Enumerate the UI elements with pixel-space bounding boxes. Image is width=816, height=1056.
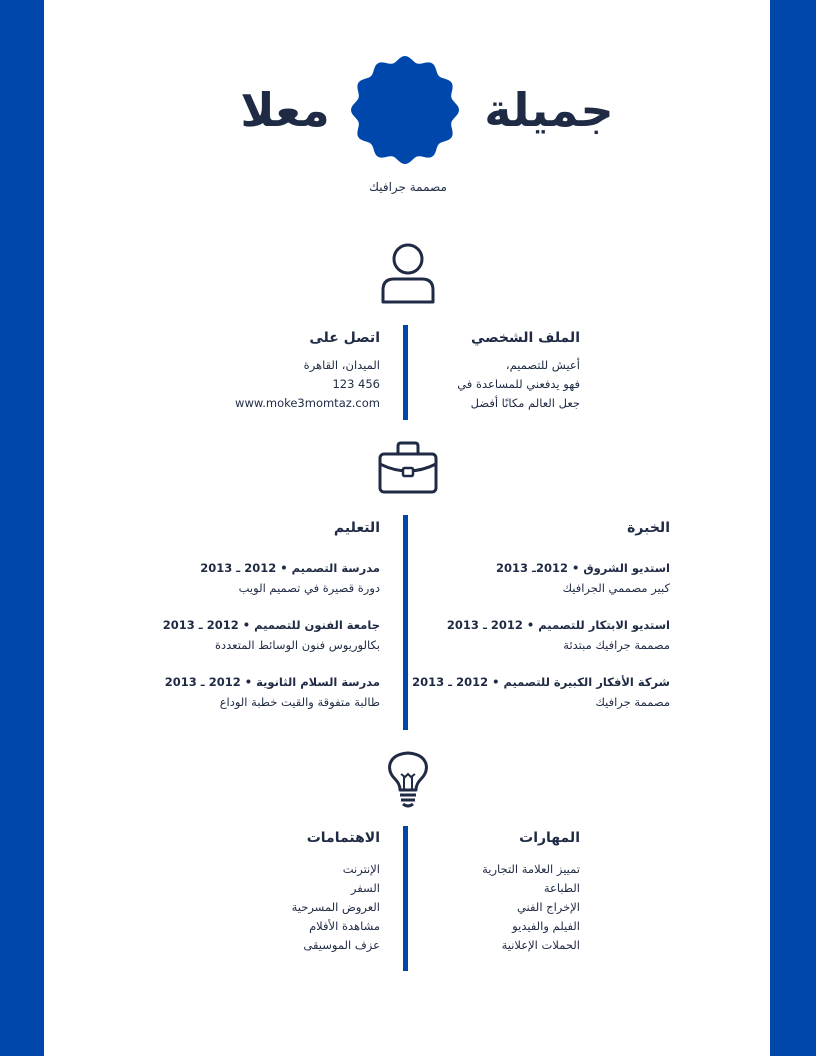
briefcase-icon [377,440,439,496]
contact-section [200,330,380,413]
interest-item: العروض المسرحية [291,900,380,914]
experience-item [420,558,670,598]
contact-address: الميدان، القاهرة [303,358,380,372]
interests-heading: الاهتمامات [306,830,380,846]
skills-heading: المهارات [519,830,580,846]
section-divider-profile [403,325,408,420]
contact-website: www.moke3momtaz.com [235,396,380,410]
skill-item: الإخراج الفني [516,900,580,914]
contact-heading: اتصل على [309,330,380,346]
education-desc: طالبة متفوقة والقيت خطبة الوداع [219,695,380,709]
profile-section [420,330,580,413]
profile-line: جعل العالم مكانًا أفضل [470,396,580,410]
education-title: مدرسة التصميم • 2012 ـ 2013 [200,561,380,575]
profile-line: أعيش للتصميم، [505,358,580,372]
education-desc: بكالوريوس فنون الوسائط المتعددة [215,638,380,652]
interest-item: السفر [350,881,380,895]
interests-section [200,830,380,955]
profile-heading: الملف الشخصي [470,330,580,346]
left-accent-band [0,0,44,1056]
user-icon [378,238,438,306]
skill-item: تمييز العلامة التجارية [482,862,580,876]
skills-section [420,830,580,955]
skill-item: الفيلم والفيديو [512,919,580,933]
experience-title: استديو الشروق • 2012ـ 2013 [496,561,670,575]
scalloped-badge [350,55,460,165]
education-item [160,615,380,655]
section-divider-experience [403,515,408,730]
education-title: مدرسة السلام الثانوية • 2012 ـ 2013 [164,675,380,689]
experience-title: شركة الأفكار الكبيرة للتصميم • 2012 ـ 2013 [412,675,670,689]
skill-item: الحملات الإعلانية [501,938,580,952]
experience-desc: كبير مصممي الجرافيك [562,581,670,595]
skill-item: الطباعة [543,881,580,895]
education-title: جامعة الفنون للتصميم • 2012 ـ 2013 [162,618,380,632]
education-item [160,672,380,712]
experience-desc: مصممة جرافيك مبتدئة [563,638,670,652]
education-heading: التعليم [333,520,380,536]
experience-section [412,520,670,729]
experience-title: استديو الابتكار للتصميم • 2012 ـ 2013 [446,618,670,632]
experience-item [420,615,670,655]
experience-item [412,672,670,712]
last-name: معلا [240,83,330,137]
education-item [160,558,380,598]
education-section [160,520,380,729]
profile-line: فهو يدفعني للمساعدة في [457,377,580,391]
experience-heading: الخبرة [627,520,670,536]
contact-phone: 123 456 [332,377,380,391]
lightbulb-icon [383,750,433,810]
section-divider-skills [403,826,408,971]
experience-desc: مصممة جرافيك [595,695,670,709]
right-accent-band [770,0,816,1056]
interest-item: الإنترنت [342,862,380,876]
education-desc: دورة قصيرة في تصميم الويب [238,581,380,595]
interest-item: مشاهدة الأفلام [309,919,380,933]
first-name: جميلة [484,83,614,137]
interest-item: عزف الموسيقى [303,938,380,952]
job-title: مصممة جرافيك [369,180,447,194]
